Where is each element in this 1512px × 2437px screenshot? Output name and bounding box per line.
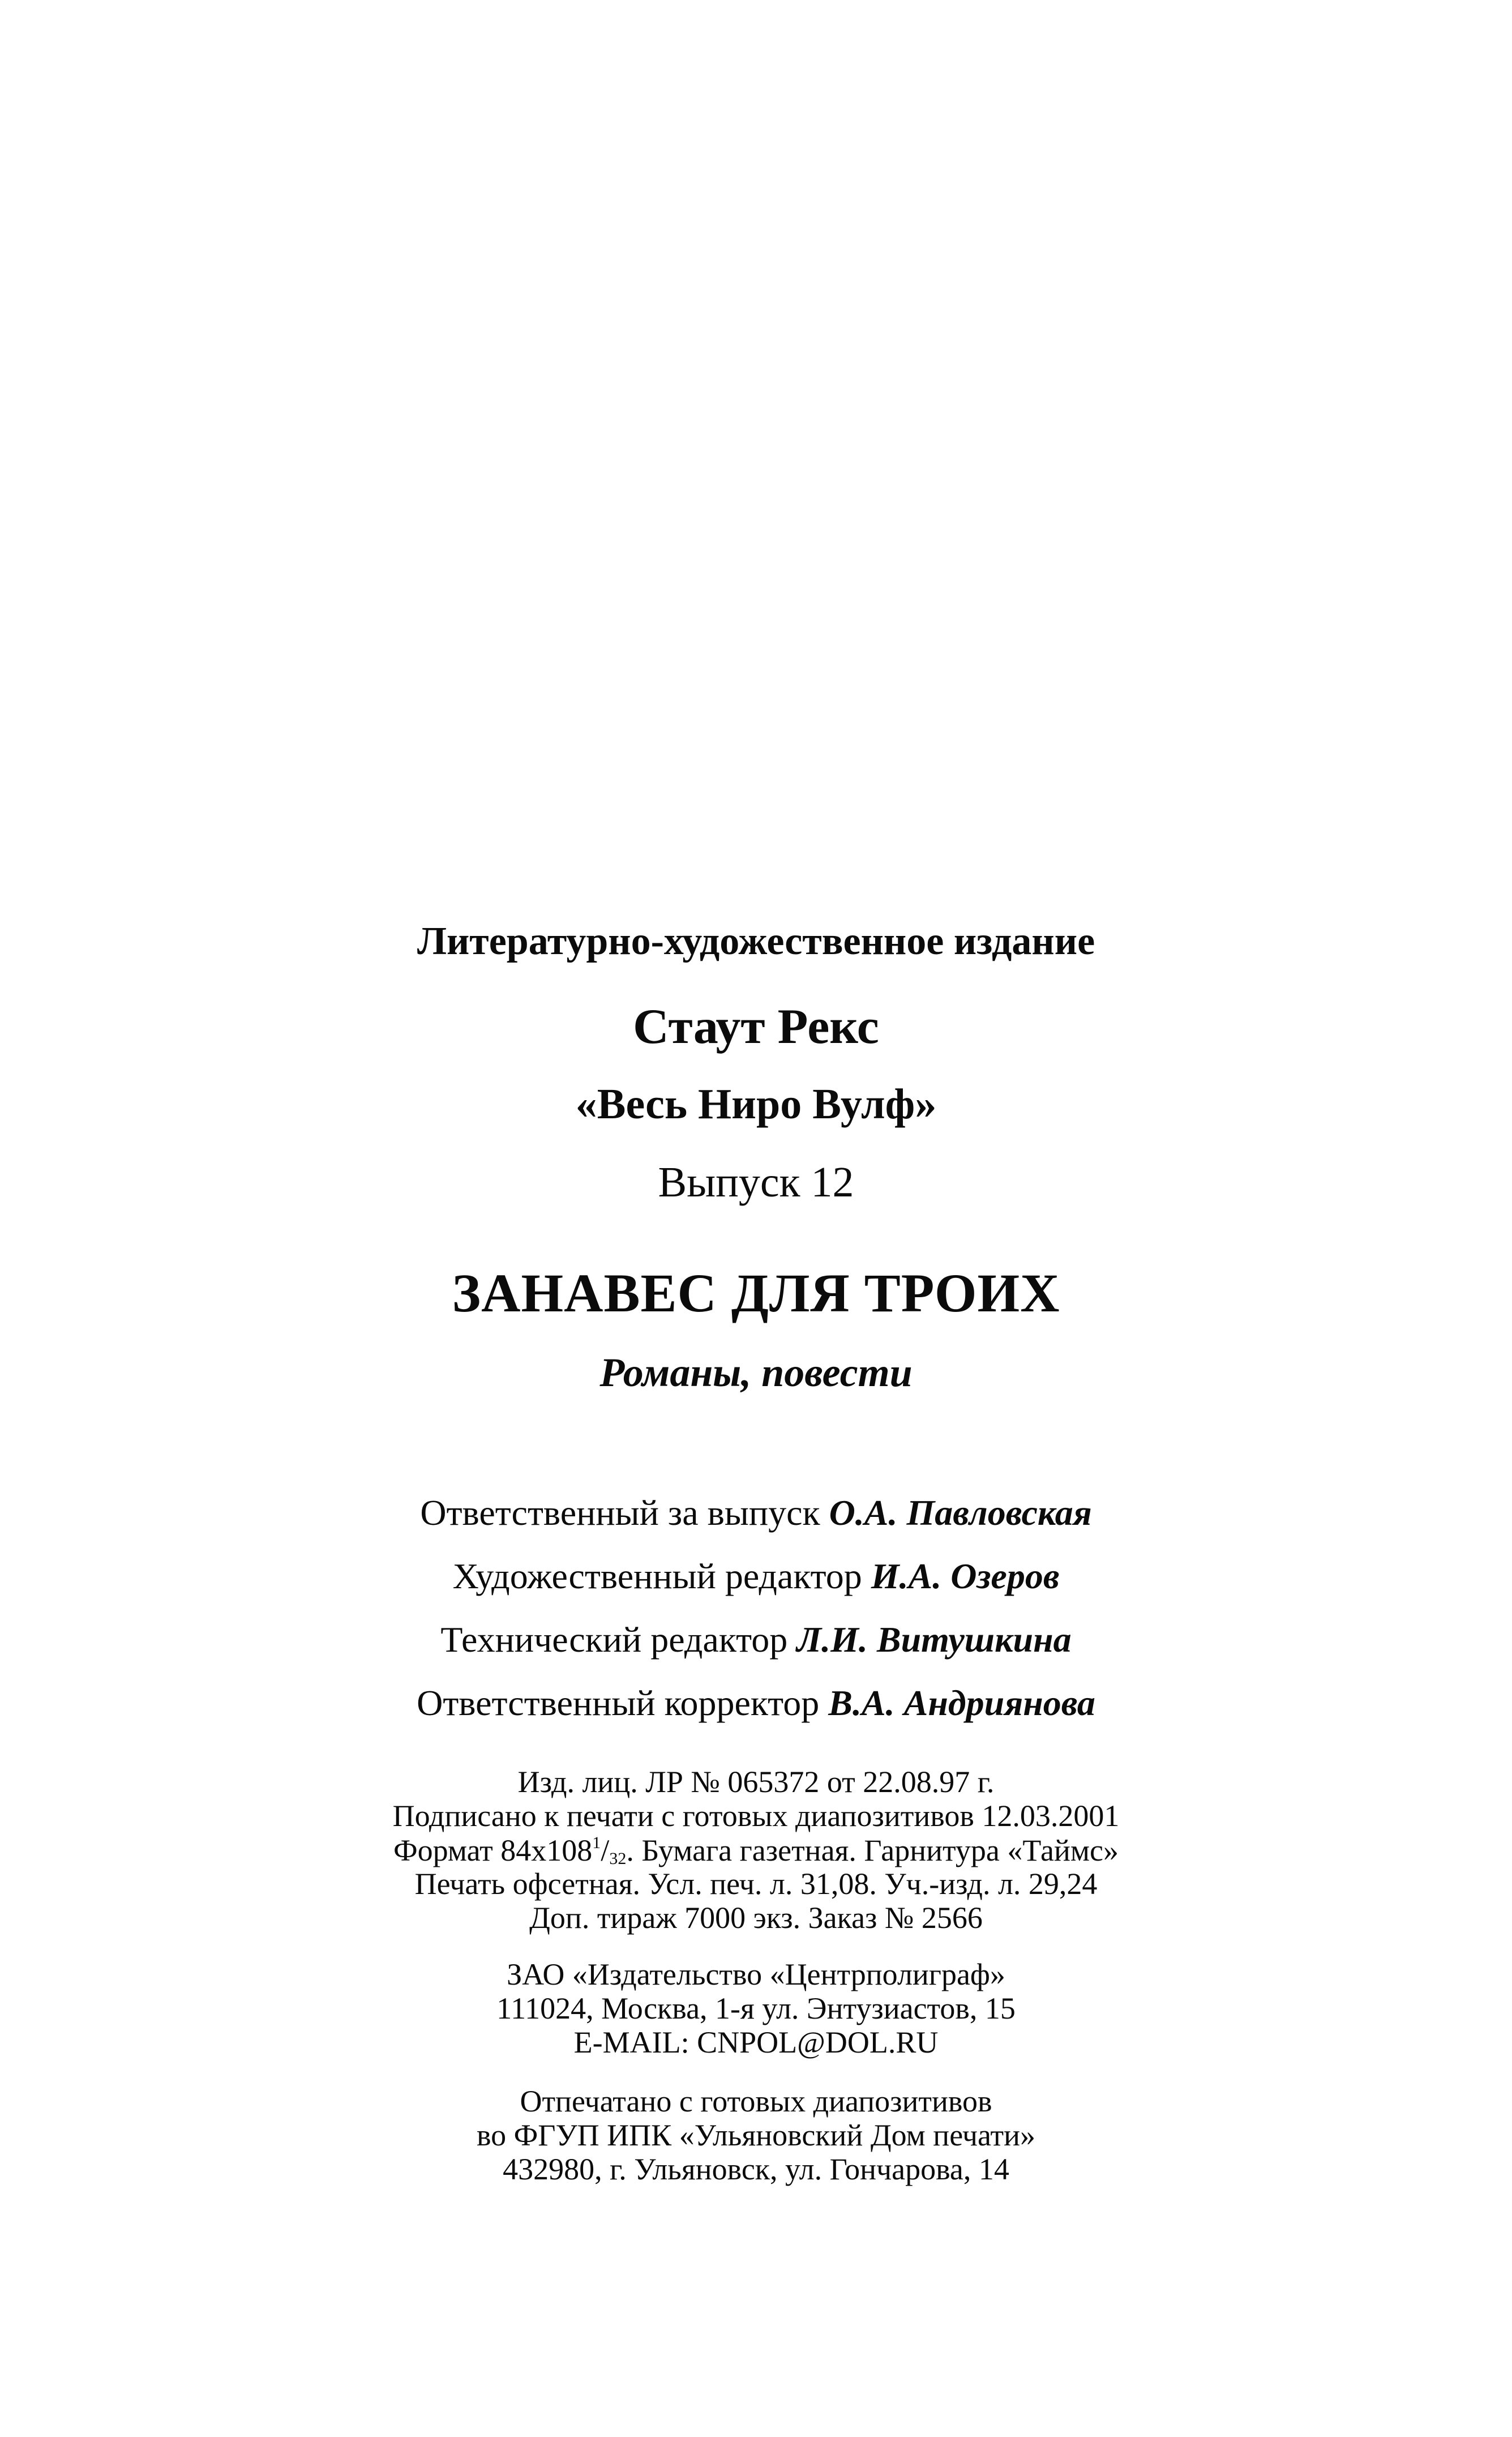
publisher-name: ЗАО «Издательство «Центрполиграф»	[507, 1957, 1005, 1991]
credit-line	[0, 1685, 1512, 1721]
printing-line: Печать офсетная. Усл. печ. л. 31,08. Уч.-изд. л. 29,24	[414, 1867, 1098, 1901]
credit-line	[0, 1558, 1512, 1594]
publisher-address: 111024, Москва, 1-я ул. Энтузиастов, 15	[496, 1991, 1016, 2025]
credit-line	[0, 1619, 1512, 1660]
credit-name: И.А. Озеров	[871, 1556, 1060, 1596]
credit-line	[0, 1495, 1512, 1531]
printer-line: Отпечатано с готовых диапозитивов	[520, 2084, 992, 2118]
book-subtitle: Романы, повести	[599, 1350, 913, 1395]
format-line	[0, 1835, 1512, 1867]
format-fraction-denominator: 32	[609, 1849, 627, 1868]
credit-role: Технический редактор	[440, 1619, 788, 1660]
signed-line: Подписано к печати с готовых диапозитивов 12.03.2001	[392, 1799, 1120, 1833]
issue-number: Выпуск 12	[658, 1158, 854, 1206]
credit-role: Художественный редактор	[452, 1556, 862, 1596]
series-title: «Весь Ниро Вулф»	[575, 1080, 937, 1128]
publisher-email: E-MAIL: CNPOL@DOL.RU	[573, 2025, 939, 2059]
format-fraction-numerator: 1	[592, 1833, 601, 1852]
printer-address: 432980, г. Ульяновск, ул. Гончарова, 14	[503, 2152, 1009, 2186]
format-prefix: Формат 84x108	[393, 1833, 593, 1867]
credit-name: О.А. Павловская	[829, 1493, 1092, 1533]
credit-name: Л.И. Витушкина	[796, 1619, 1072, 1660]
format-suffix: . Бумага газетная. Гарнитура «Таймс»	[626, 1833, 1119, 1867]
license-line: Изд. лиц. ЛР № 065372 от 22.08.97 г.	[517, 1765, 995, 1799]
printer-name: во ФГУП ИПК «Ульяновский Дом печати»	[476, 2118, 1036, 2152]
author-name: Стаут Рекс	[633, 999, 879, 1054]
credit-role: Ответственный корректор	[417, 1683, 820, 1723]
credit-name: В.А. Андриянова	[828, 1683, 1095, 1723]
genre-label: Литературно-художественное издание	[417, 920, 1095, 963]
credit-role: Ответственный за выпуск	[420, 1493, 820, 1533]
book-title: ЗАНАВЕС ДЛЯ ТРОИХ	[452, 1263, 1060, 1323]
format-fraction-slash: /	[601, 1833, 610, 1867]
print-run-line: Доп. тираж 7000 экз. Заказ № 2566	[529, 1901, 983, 1935]
